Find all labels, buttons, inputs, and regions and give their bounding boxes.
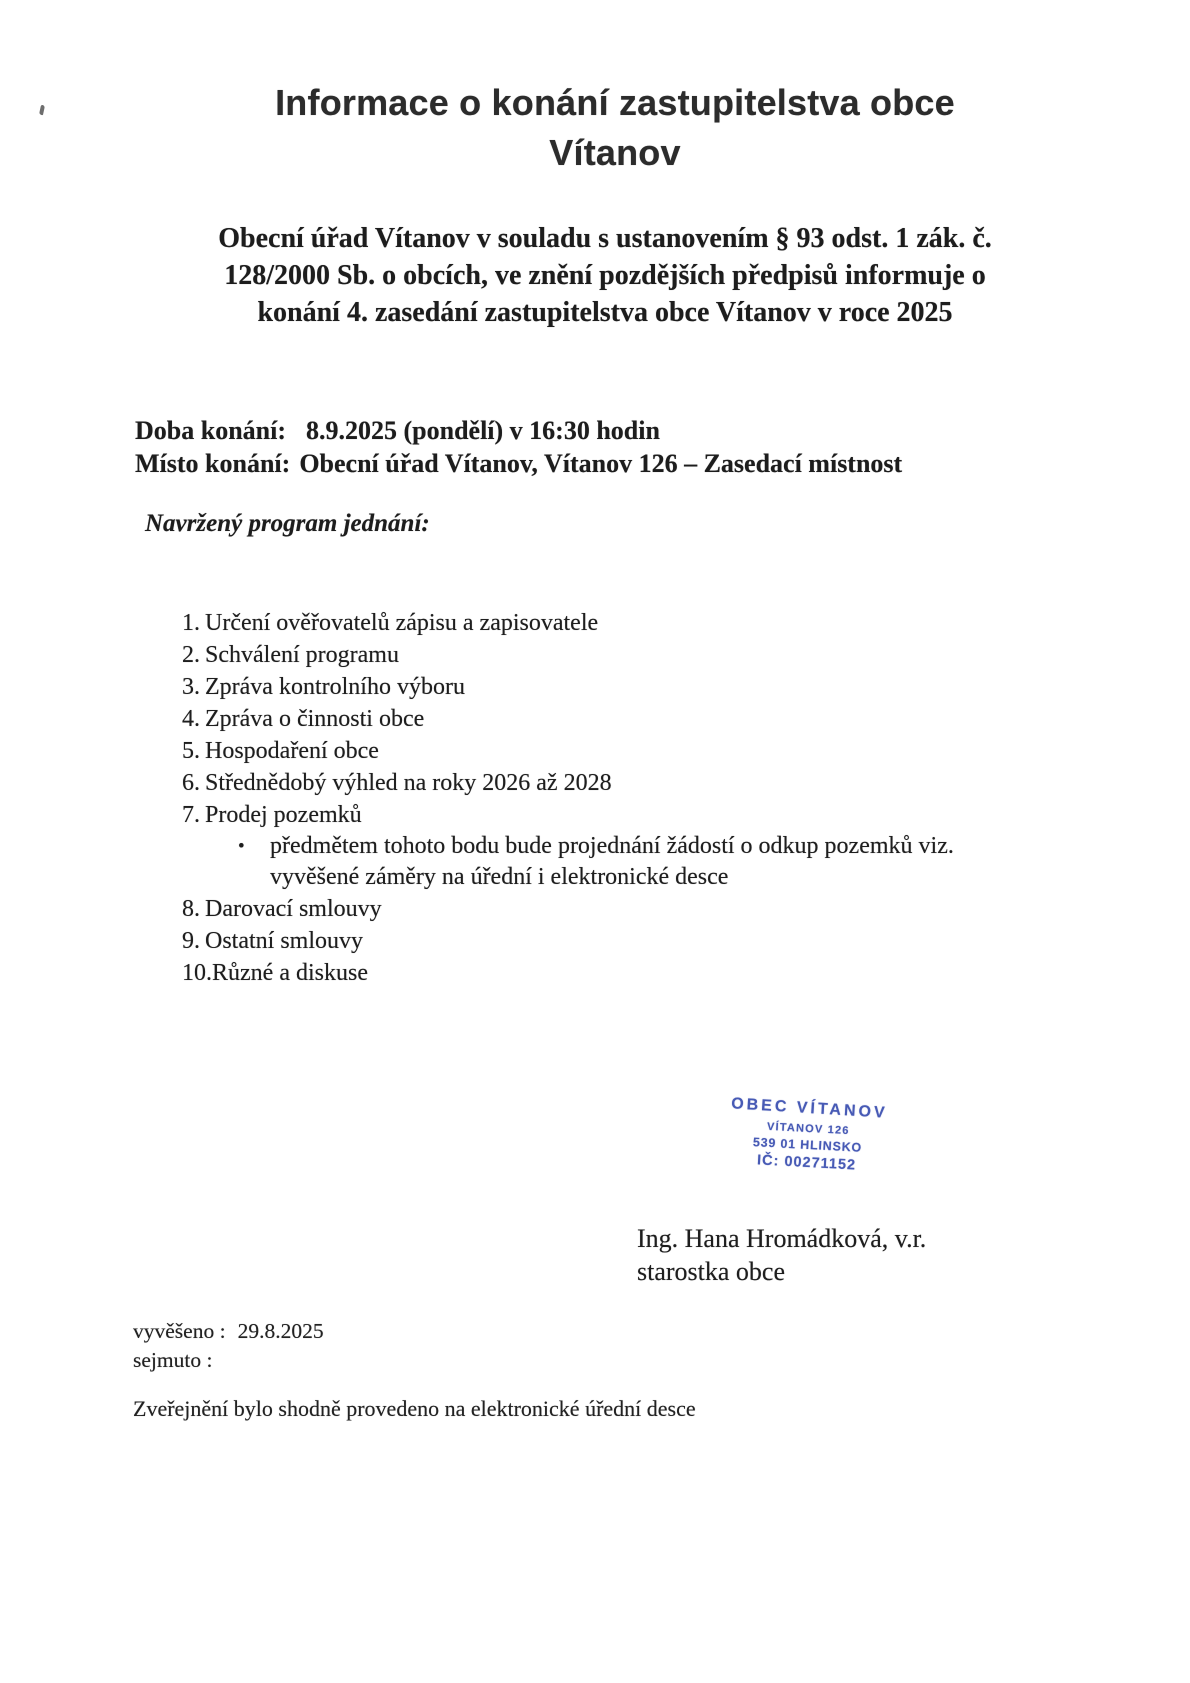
removed-label: sejmuto :: [133, 1348, 213, 1372]
removed-row: [133, 1346, 324, 1375]
agenda-item-6: [182, 767, 970, 799]
agenda-item-number: 1.: [182, 610, 200, 636]
meeting-details: [135, 414, 902, 480]
signature-block: [637, 1222, 926, 1288]
agenda-item-text: Střednědobý výhled na roky 2026 až 2028: [205, 770, 612, 796]
page-title-line-1: Informace o konání zastupitelstva obce: [275, 82, 955, 123]
stamp-postal-line: 539 01 HLINSKO: [752, 1135, 863, 1155]
agenda-item-number: 8.: [182, 896, 200, 922]
agenda-heading: Navržený program jednání:: [145, 510, 430, 537]
agenda-item-number: 4.: [182, 706, 200, 732]
meeting-place-value: Obecní úřad Vítanov, Vítanov 126 – Zasedací místnost: [299, 449, 903, 478]
agenda-item-1: [182, 607, 970, 639]
agenda-item-number: 6.: [182, 770, 200, 796]
agenda-item-7: [182, 799, 970, 831]
signature-role: starostka obce: [637, 1257, 786, 1286]
posting-dates: [133, 1317, 324, 1375]
stamp-ic-number: IČ: 00271152: [756, 1152, 857, 1174]
intro-paragraph: [20, 220, 1190, 331]
signature-name: Ing. Hana Hromádková, v.r.: [637, 1224, 927, 1253]
agenda-item-number: 5.: [182, 738, 200, 764]
agenda-item-text: Darovací smlouvy: [205, 896, 382, 922]
agenda-item-text: Zpráva kontrolního výboru: [205, 674, 465, 700]
agenda-item-5: [182, 735, 970, 767]
posted-label: vyvěšeno :: [133, 1319, 226, 1343]
agenda-item-text: Prodej pozemků: [205, 802, 362, 828]
agenda-item-2: [182, 639, 970, 671]
agenda-subitem-text: předmětem tohoto bodu bude projednání žádostí o odkup pozemků viz. vyvěšené záměry na úřední i elektronické desce: [270, 833, 954, 890]
agenda-item-4: [182, 703, 970, 735]
agenda-item-10: [182, 957, 970, 989]
municipal-stamp: [701, 1093, 915, 1179]
agenda-item-number: 7.: [182, 802, 200, 828]
meeting-time-row: [135, 414, 902, 447]
stamp-municipality-name: OBEC VÍTANOV: [730, 1095, 889, 1122]
publication-note: Zveřejnění bylo shodně provedeno na elektronické úřední desce: [133, 1396, 696, 1421]
agenda-item-number: 9.: [182, 928, 200, 954]
agenda-list: [182, 607, 970, 989]
posted-row: [133, 1317, 324, 1346]
intro-line-2: 128/2000 Sb. o obcích, ve znění pozdějších předpisů informuje o: [224, 260, 986, 291]
bullet-icon: •: [238, 836, 245, 857]
meeting-place-label: Místo konání:: [135, 449, 291, 478]
posted-date: 29.8.2025: [237, 1319, 324, 1343]
agenda-item-7-subitem: [238, 831, 970, 893]
intro-line-1: Obecní úřad Vítanov v souladu s ustanovením § 93 odst. 1 zák. č.: [218, 223, 992, 254]
agenda-item-text: Určení ověřovatelů zápisu a zapisovatele: [205, 610, 599, 636]
agenda-item-number: 3.: [182, 674, 200, 700]
agenda-item-text: Různé a diskuse: [212, 960, 368, 986]
agenda-item-text: Ostatní smlouvy: [205, 928, 364, 954]
agenda-item-3: [182, 671, 970, 703]
agenda-item-9: [182, 925, 970, 957]
agenda-item-text: Zpráva o činnosti obce: [205, 706, 425, 732]
page-title: [40, 78, 1190, 178]
agenda-item-text: Hospodaření obce: [205, 738, 379, 764]
agenda-item-number: 2.: [182, 642, 200, 668]
intro-line-3: konání 4. zasedání zastupitelstva obce Vítanov v roce 2025: [257, 297, 953, 328]
meeting-place-row: [135, 447, 902, 480]
stamp-address-line: VÍTANOV 126: [766, 1120, 850, 1138]
meeting-time-value: 8.9.2025 (pondělí) v 16:30 hodin: [306, 416, 660, 445]
agenda-item-text: Schválení programu: [205, 642, 399, 668]
meeting-time-label: Doba konání:: [135, 416, 286, 445]
agenda-item-number: 10.: [182, 960, 212, 986]
agenda-item-8: [182, 893, 970, 925]
page-title-line-2: Vítanov: [549, 132, 681, 173]
